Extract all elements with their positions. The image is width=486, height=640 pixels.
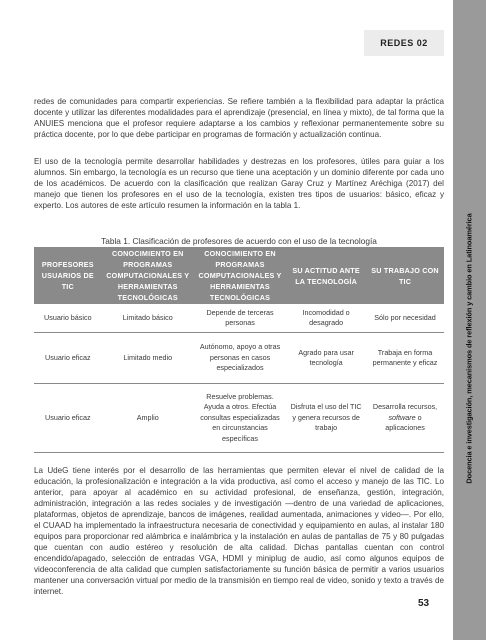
table-header-row [34,247,444,304]
table-cell: Desarrolla recursos, software o aplicaciones [366,384,444,453]
side-band-text-wrapper [453,212,486,484]
table-cell: Usuario eficaz [34,384,102,453]
paragraph-2: El uso de la tecnología permite desarrollar habilidades y destrezas en los profesores, útiles para guiar a los alumnos. Sin embargo, la tecnología es un recurso que tiene una aceptación y un dominio diferente por cada uno de los académicos. De acuerdo con la clasificación que realizan Garay Cruz y Martínez Aréchiga (2017) del manejo que tienen los profesores en el uso de la tecnología, existen tres tipos de usuarios: básico, eficaz y experto. Los autores de este artículo resumen la información en la tabla 1. [34,157,444,210]
table-header-cell: SU ACTITUD ANTE LA TECNOLOGÍA [286,247,366,304]
table-cell: Resuelve problemas. Ayuda a otros. Efectúa consultas especializadas en circunstancias específicas [194,384,286,453]
table-cell: Trabaja en forma permanente y eficaz [366,333,444,384]
table-cell: Disfruta el uso del TIC y genera recursos de trabajo [286,384,366,453]
table-cell: Limitado medio [102,333,194,384]
running-header-label: REDES 02 [380,38,428,48]
table-cell: Amplio [102,384,194,453]
paragraph-3: La UdeG tiene interés por el desarrollo de las herramientas que permiten elevar el nivel de calidad de la educación, la profesionalización e integración a la vida productiva, así como el acceso y manejo de las TIC. Lo anterior, para apoyar al académico en su actividad profesional, de enseñanza, gestión, integración, administración, integración a las redes sociales y de investigación —dentro de una variedad de aplicaciones, plataformas, objetos de aprendizaje, bancos de imágenes, realidad aumentada, animaciones y video—. Por ello, el CUAAD ha implementado la infraestructura necesaria de conectividad y equipamiento en aulas, al instalar 180 equipos para proporcionar red alámbrica e inalámbrica y la instalación en aulas de pantallas de 75 y 80 pulgadas que cuentan con audio estéreo y resolución de alta calidad. Dichas pantallas cuentan con control encendido/apagado, selección de entradas VGA, HDMI y miniplug de audio, así como algunos equipos de videoconferencia de alta calidad que cumplen satisfactoriamente su función básica de permitir a varios usuarios mantener una conversación virtual por medio de la transmisión en tiempo real de video, sonido y texto a través de internet. [34,466,444,596]
table-header-cell: PROFESORES USUARIOS DE TIC [34,247,102,304]
table-header-cell: SU TRABAJO CON TIC [366,247,444,304]
running-header [364,30,444,56]
side-band-text: Docencia e investigación, mecanismos de reflexión y cambio en Latinoamérica [465,212,475,484]
table-cell: Depende de terceras personas [194,304,286,333]
paragraph-1: redes de comunidades para compartir experiencias. Se refiere también a la flexibilidad para adaptar la práctica docente y utilizar las diferentes modalidades para el aprendizaje (presencial, en línea y mixto), de tal forma que la ANUIES menciona que el profesor requiere adaptarse a los cambios y reflexionar permanentemente sobre su práctica docente, por lo que debe participar en programas de formación y actualización continua. [34,97,444,139]
table-cell: Usuario eficaz [34,333,102,384]
table-cell: Autónomo, apoyo a otras personas en casos especializados [194,333,286,384]
table-cell: Agrado para usar tecnología [286,333,366,384]
table-row [34,333,444,384]
table-row [34,384,444,453]
table-cell: Sólo por necesidad [366,304,444,333]
table-header-cell: CONOCIMIENTO EN PROGRAMAS COMPUTACIONALES Y HERRAMIENTAS TECNOLÓGICAS [102,247,194,304]
classification-table [34,247,444,453]
table-header-cell: CONOCIMIENTO EN PROGRAMAS COMPUTACIONALES Y HERRAMIENTAS TECNOLÓGICAS [194,247,286,304]
table-cell: Usuario básico [34,304,102,333]
table-cell: Incomodidad o desagrado [286,304,366,333]
table-caption: Tabla 1. Clasificación de profesores de acuerdo con el uso de la tecnología [101,236,377,246]
page-number: 53 [418,598,430,609]
table-row [34,304,444,333]
table-cell: Limitado básico [102,304,194,333]
